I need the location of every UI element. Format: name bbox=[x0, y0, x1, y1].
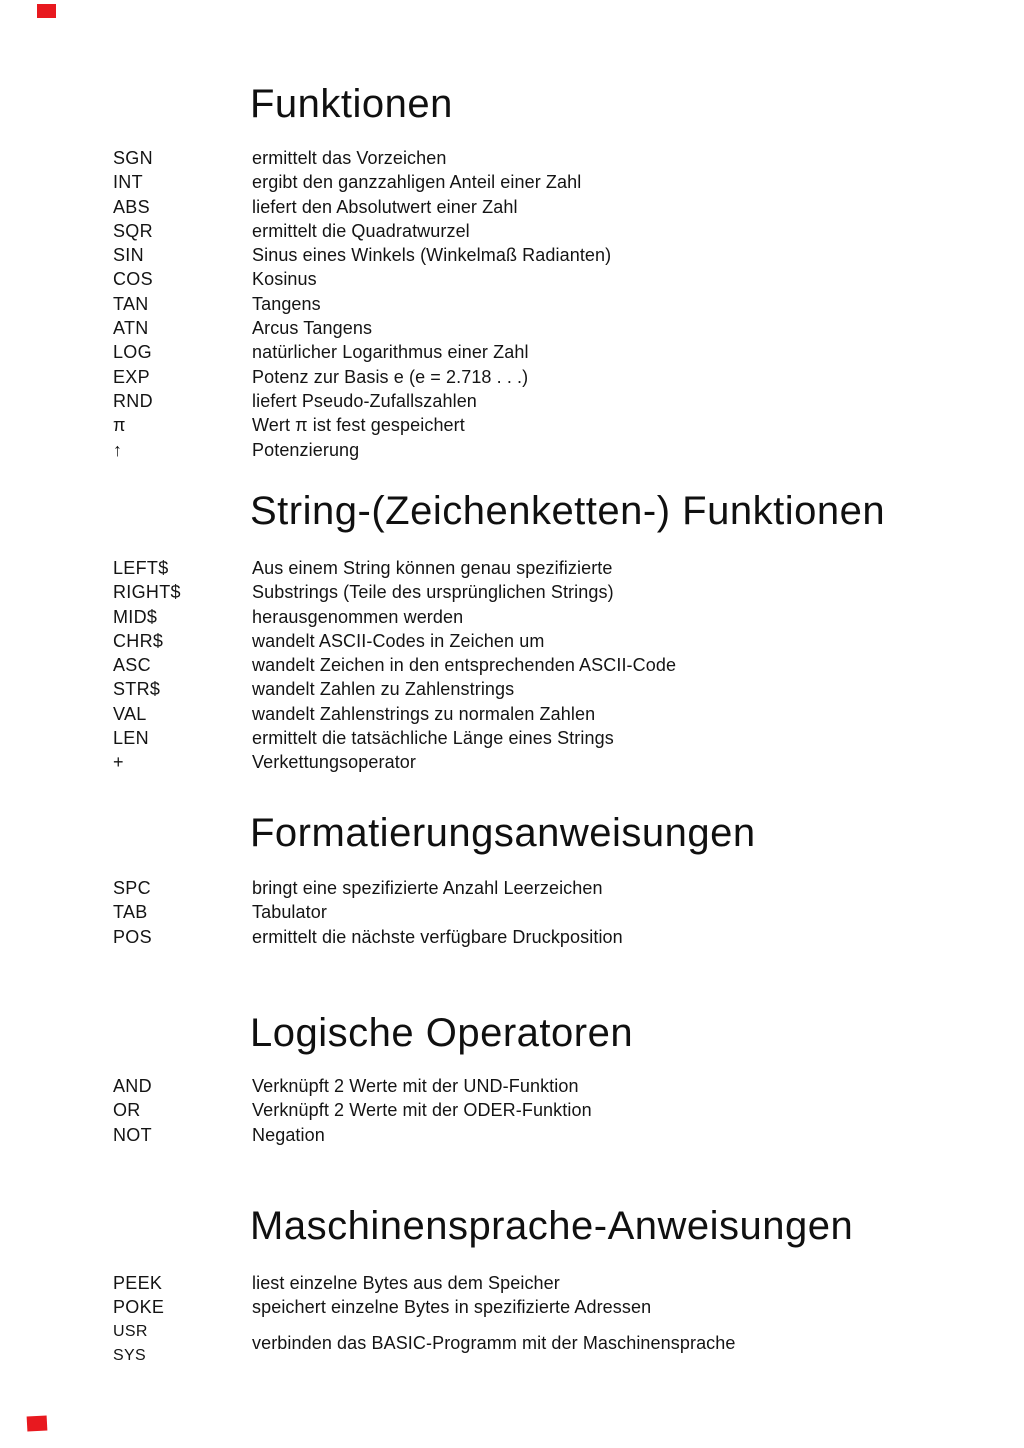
section-title-maschinensprache: Maschinensprache-Anweisungen bbox=[250, 1204, 854, 1248]
pi-symbol: π bbox=[113, 415, 126, 436]
section-title-logische-operatoren: Logische Operatoren bbox=[250, 1011, 634, 1055]
description: ermittelt die Quadratwurzel bbox=[252, 220, 470, 241]
keyword: LOG bbox=[113, 342, 152, 363]
section-logik-rows bbox=[113, 1074, 1004, 1147]
keyword: TAB bbox=[113, 902, 148, 923]
description: Aus einem String können genau spezifizierte bbox=[252, 558, 613, 578]
keyword: SYS bbox=[113, 1346, 146, 1364]
description: wandelt Zahlen zu Zahlenstrings bbox=[252, 679, 515, 700]
red-corner-mark-top bbox=[37, 4, 56, 18]
function-row bbox=[113, 653, 1004, 677]
keyword: USR bbox=[113, 1322, 148, 1340]
section-title-funktionen: Funktionen bbox=[250, 82, 453, 126]
description: Negation bbox=[252, 1124, 325, 1145]
function-row bbox=[113, 365, 1004, 389]
keyword: POS bbox=[113, 926, 152, 947]
description: wandelt ASCII-Codes in Zeichen um bbox=[252, 630, 545, 651]
description: Verknüpft 2 Werte mit der UND-Funktion bbox=[252, 1076, 579, 1096]
function-row bbox=[113, 629, 1004, 653]
section-formatierung-rows bbox=[113, 876, 1004, 949]
description: verbinden das BASIC-Programm mit der Maschinensprache bbox=[252, 1333, 736, 1354]
function-row bbox=[113, 580, 1004, 604]
keyword: ABS bbox=[113, 196, 150, 217]
function-row bbox=[113, 146, 1004, 170]
description: Verkettungsoperator bbox=[252, 752, 417, 773]
keyword: AND bbox=[113, 1076, 152, 1096]
description: herausgenommen werden bbox=[252, 606, 464, 627]
function-row bbox=[113, 702, 1004, 726]
section-string-rows bbox=[113, 556, 1004, 775]
keyword: CHR$ bbox=[113, 630, 164, 651]
function-row bbox=[113, 413, 1004, 437]
function-row bbox=[113, 876, 1004, 900]
keyword: VAL bbox=[113, 703, 147, 724]
description: ergibt den ganzzahligen Anteil einer Zahl bbox=[252, 172, 582, 193]
keyword: MID$ bbox=[113, 606, 158, 627]
keyword: POKE bbox=[113, 1297, 165, 1318]
keyword: OR bbox=[113, 1100, 141, 1121]
description: ermittelt das Vorzeichen bbox=[252, 148, 447, 168]
keyword: EXP bbox=[113, 366, 150, 387]
function-row bbox=[113, 677, 1004, 701]
section-funktionen-rows bbox=[113, 146, 1004, 462]
description: Wert π ist fest gespeichert bbox=[252, 415, 465, 436]
keyword: SQR bbox=[113, 220, 153, 241]
plus-operator: + bbox=[113, 752, 124, 773]
function-row bbox=[113, 1295, 1004, 1319]
description: Tabulator bbox=[252, 902, 327, 923]
description: natürlicher Logarithmus einer Zahl bbox=[252, 342, 529, 363]
description: wandelt Zeichen in den entsprechenden ASCII-Code bbox=[252, 655, 677, 676]
keyword: STR$ bbox=[113, 679, 161, 700]
red-corner-mark-bottom bbox=[27, 1415, 48, 1431]
section-title-string-funktionen: String-(Zeichenketten-) Funktionen bbox=[250, 489, 886, 533]
description: Potenzierung bbox=[252, 439, 360, 460]
description: Arcus Tangens bbox=[252, 318, 373, 339]
function-row bbox=[113, 267, 1004, 291]
keyword: INT bbox=[113, 172, 143, 193]
function-row bbox=[113, 195, 1004, 219]
description: Potenz zur Basis e (e = 2.718 . . .) bbox=[252, 366, 529, 387]
function-row bbox=[113, 1074, 1004, 1098]
keyword: SPC bbox=[113, 878, 151, 898]
function-row bbox=[113, 438, 1004, 462]
keyword: ASC bbox=[113, 655, 151, 676]
section-title-formatierungsanweisungen: Formatierungsanweisungen bbox=[250, 811, 756, 855]
function-row bbox=[113, 925, 1004, 949]
keyword: RIGHT$ bbox=[113, 582, 181, 603]
function-row bbox=[113, 900, 1004, 924]
keyword: SIN bbox=[113, 245, 144, 266]
keyword: LEFT$ bbox=[113, 558, 169, 578]
description: speichert einzelne Bytes in spezifizierte Adressen bbox=[252, 1297, 652, 1318]
description: ermittelt die nächste verfügbare Druckposition bbox=[252, 926, 623, 947]
function-row bbox=[113, 726, 1004, 750]
function-row bbox=[113, 170, 1004, 194]
description: liest einzelne Bytes aus dem Speicher bbox=[252, 1273, 560, 1293]
description: wandelt Zahlenstrings zu normalen Zahlen bbox=[252, 703, 596, 724]
function-row bbox=[113, 292, 1004, 316]
description: Kosinus bbox=[252, 269, 317, 290]
function-row bbox=[113, 219, 1004, 243]
keyword: SGN bbox=[113, 148, 153, 168]
up-arrow-symbol: ↑ bbox=[113, 439, 123, 460]
section-maschinensprache-rows bbox=[113, 1271, 1004, 1368]
description: bringt eine spezifizierte Anzahl Leerzeichen bbox=[252, 878, 603, 898]
description: ermittelt die tatsächliche Länge eines Strings bbox=[252, 728, 614, 749]
function-row bbox=[113, 340, 1004, 364]
keyword: RND bbox=[113, 390, 153, 411]
description: Verknüpft 2 Werte mit der ODER-Funktion bbox=[252, 1100, 592, 1121]
function-row bbox=[113, 389, 1004, 413]
function-row bbox=[113, 1271, 1004, 1295]
function-row bbox=[113, 605, 1004, 629]
function-row bbox=[113, 1098, 1004, 1122]
function-row bbox=[113, 1123, 1004, 1147]
function-row bbox=[113, 556, 1004, 580]
keyword: PEEK bbox=[113, 1273, 163, 1293]
function-row-group bbox=[113, 1320, 1004, 1369]
keyword: ATN bbox=[113, 318, 149, 339]
keyword: LEN bbox=[113, 728, 149, 749]
keyword: COS bbox=[113, 269, 153, 290]
function-row bbox=[113, 750, 1004, 774]
description: Tangens bbox=[252, 293, 321, 314]
description: Sinus eines Winkels (Winkelmaß Radianten) bbox=[252, 245, 612, 266]
keyword: TAN bbox=[113, 293, 149, 314]
description: Substrings (Teile des ursprünglichen Strings) bbox=[252, 582, 614, 603]
function-row bbox=[113, 316, 1004, 340]
description: liefert den Absolutwert einer Zahl bbox=[252, 196, 518, 217]
keyword: NOT bbox=[113, 1124, 152, 1145]
description: liefert Pseudo-Zufallszahlen bbox=[252, 390, 477, 411]
grouped-keywords bbox=[113, 1320, 252, 1369]
function-row bbox=[113, 243, 1004, 267]
